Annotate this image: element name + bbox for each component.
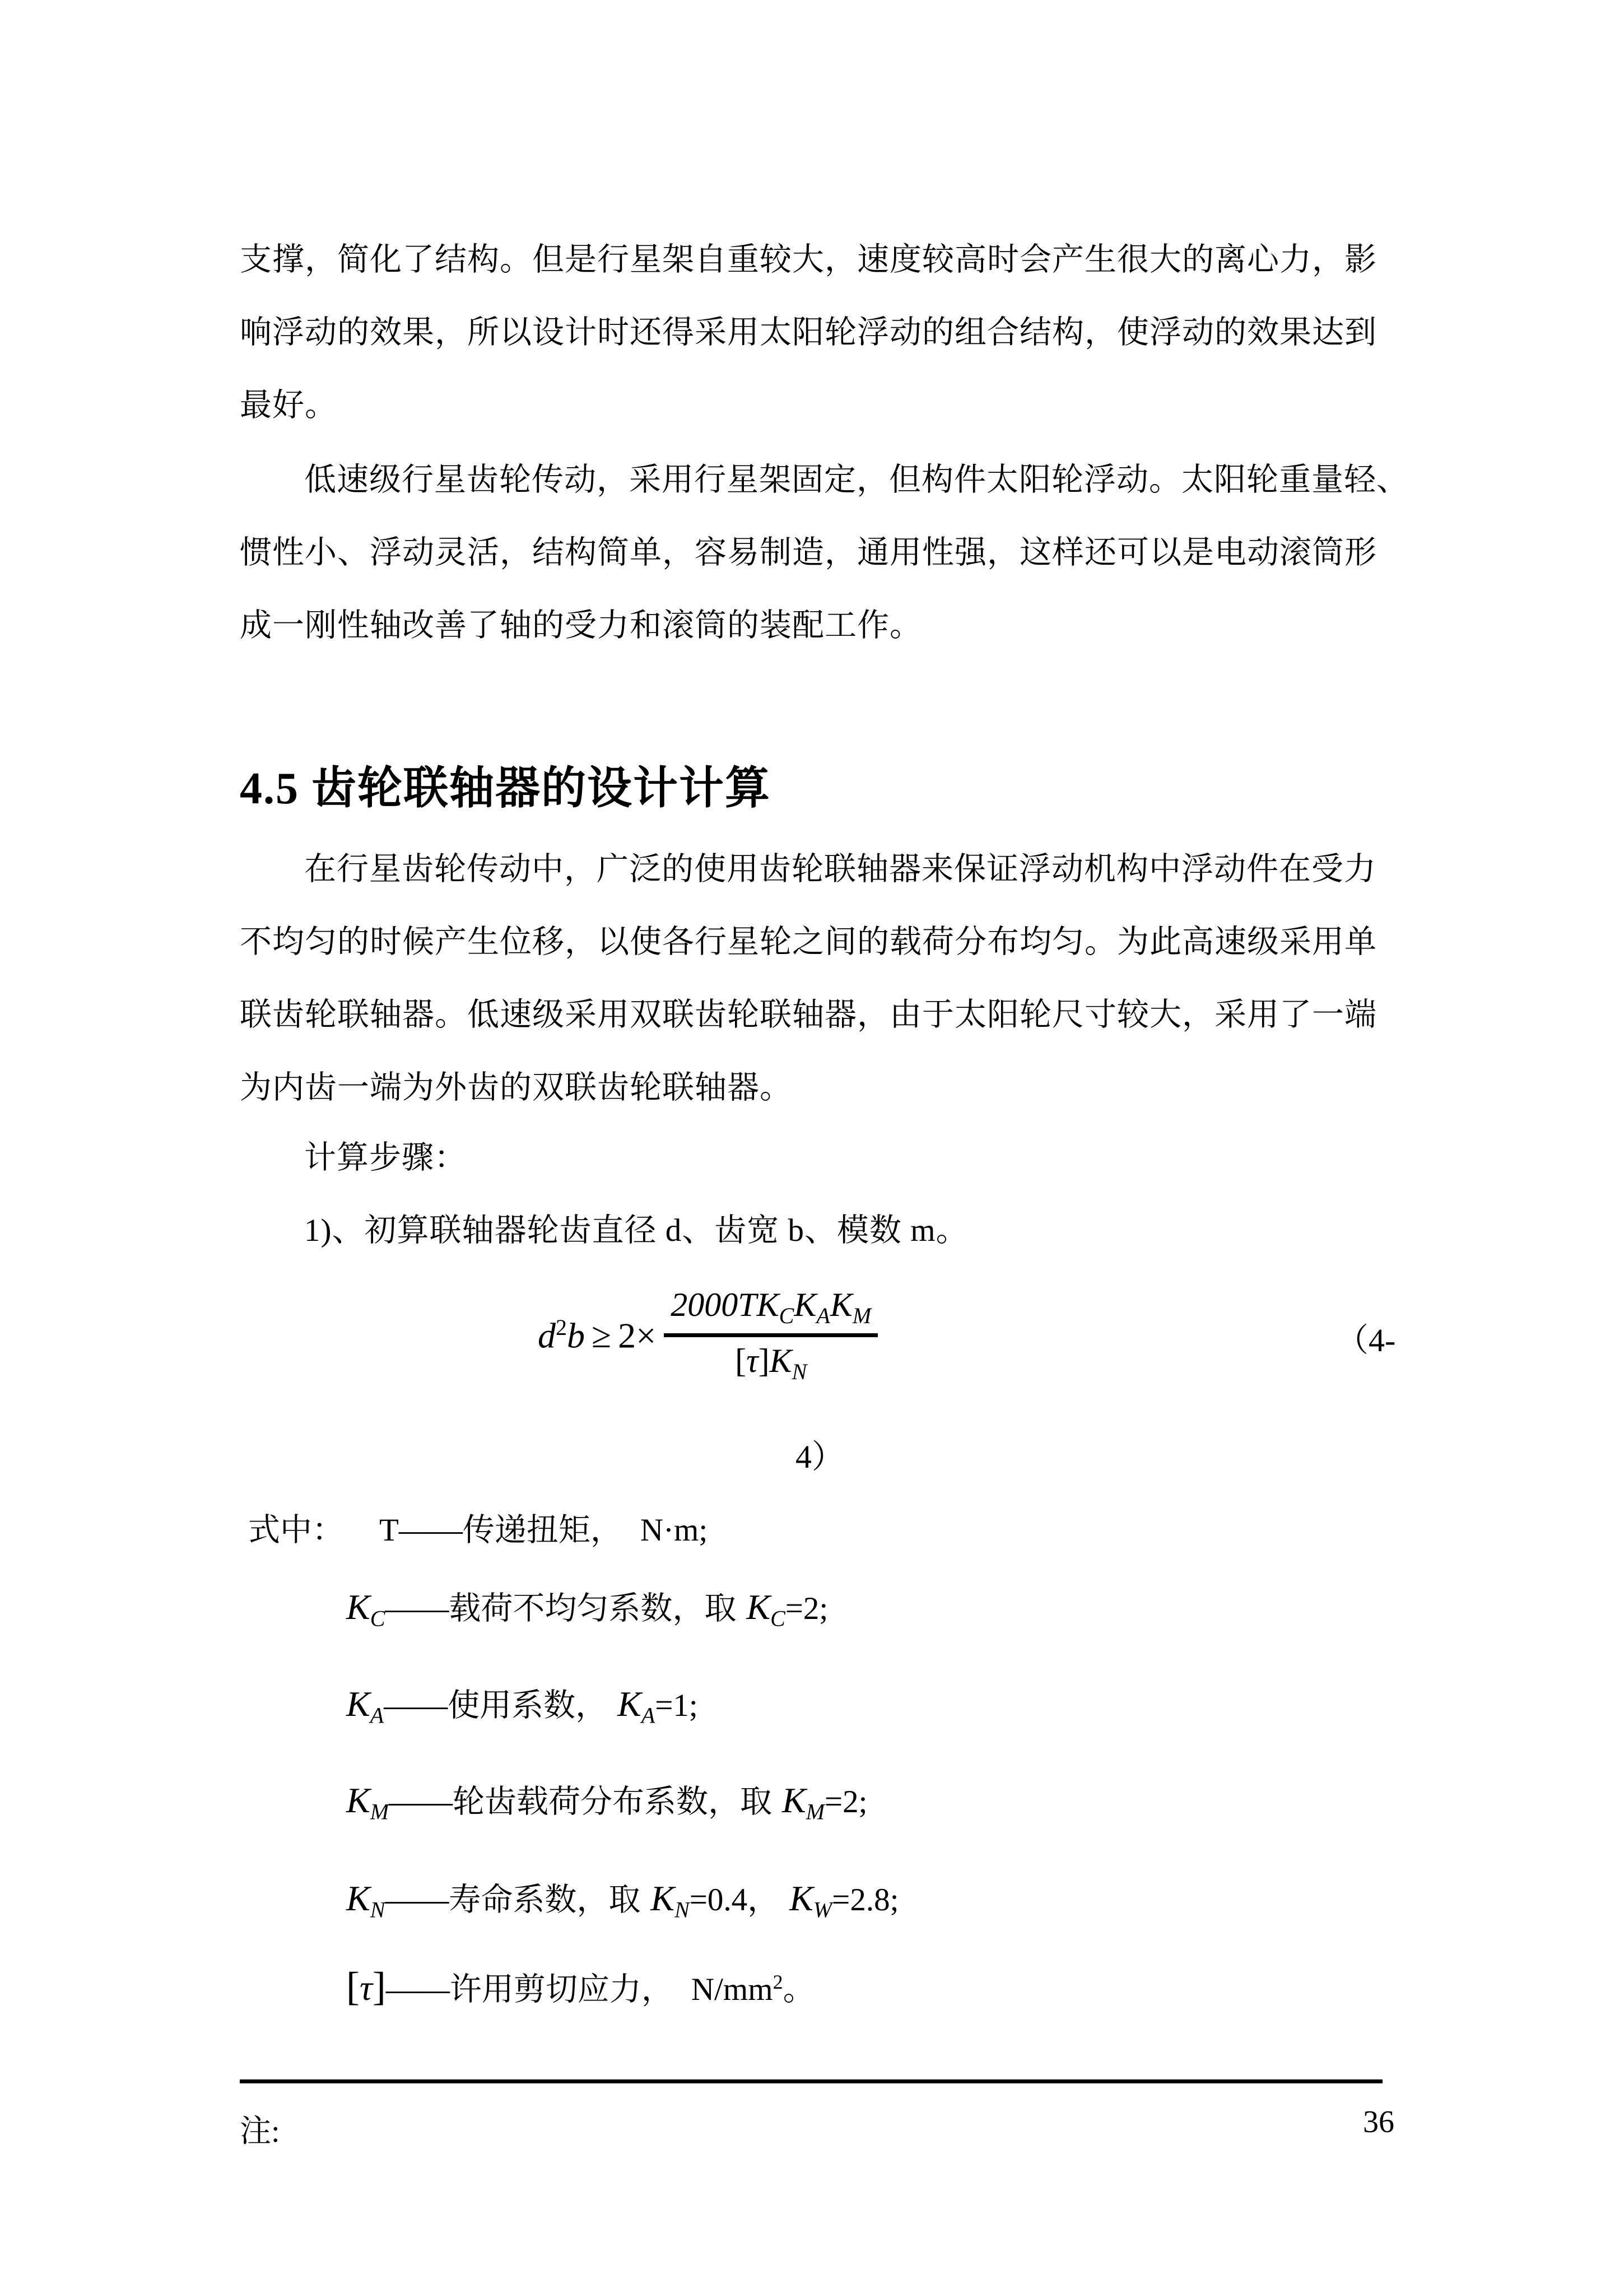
definition-row: $K_A——$使用系数， $K_A=1$; [346,1684,698,1728]
paragraph-line: 为内齿一端为外齿的双联齿轮联轴器。 [240,1070,792,1105]
equation-number-continued: 4） [795,1439,845,1475]
equation-lhs: $d^2b \ge 2\times$ [538,1314,657,1356]
paragraph-line: 在行星齿轮传动中，广泛的使用齿轮联轴器来保证浮动机构中浮动件在受力 [304,851,1376,887]
paragraph-line: 支撑，简化了结构。但是行星架自重较大，速度较高时会产生很大的离心力，影 [240,242,1377,277]
definition-row: $K_M——$轮齿载荷分布系数，取 $K_M=2$; [346,1780,868,1825]
definition-symbol: K [346,1684,370,1724]
paragraph-line: 不均匀的时候产生位移，以使各行星轮之间的载荷分布均匀。为此高速级采用单 [240,924,1377,960]
footer-divider [240,2079,1383,2083]
equation-numerator: $2000TK_CK_AK_M$ [664,1286,878,1337]
footer-note: 注: [240,2114,280,2149]
steps-label: 计算步骤： [304,1140,467,1175]
paragraph-line: 低速级行星齿轮传动，采用行星架固定，但构件太阳轮浮动。太阳轮重量轻、 [304,462,1409,497]
section-heading: 4.5 齿轮联轴器的设计计算 [240,764,771,813]
step-item: 1)、初算联轴器轮齿直径 d、齿宽 b、模数 m。 [304,1213,969,1248]
page-number: 36 [1363,2105,1394,2139]
definition-symbol: T [379,1513,399,1548]
definition-symbol: K [346,1587,370,1627]
equation-4-4 [538,1286,878,1385]
definition-description: ——许用剪切应力， [385,1972,673,2007]
definition-symbol: K [346,1878,370,1918]
equation-fraction [664,1286,878,1385]
definition-description: ——载荷不均匀系数，取 [385,1591,737,1626]
definition-row: [τ]——许用剪切应力， $N/mm^2$。 [346,1964,815,2009]
paragraph-line: 联齿轮联轴器。低速级采用双联齿轮联轴器，由于太阳轮尺寸较大，采用了一端 [240,997,1377,1032]
equation-denominator: $[\tau]K_N$ [735,1342,807,1384]
definition-symbol: τ [359,1968,373,2008]
paragraph-line: 成一刚性轴改善了轴的受力和滚筒的装配工作。 [240,608,922,643]
definition-row: T——传递扭矩， N·m; [379,1513,708,1548]
definition-row: $K_N——$寿命系数，取 $K_N=0.4$， $K_W=2.8$; [346,1878,899,1923]
definition-description: ——轮齿载荷分布系数，取 [389,1784,773,1820]
equation-number: （4- [1336,1322,1396,1358]
where-label: 式中： [248,1513,344,1548]
definition-symbol: K [346,1780,370,1820]
paragraph-line: 最好。 [240,388,337,423]
definition-description: ——寿命系数，取 [385,1882,641,1918]
definition-description: ——传递扭矩， [398,1513,622,1548]
definition-row: $K_C——$载荷不均匀系数，取 $K_C=2$; [346,1587,829,1631]
paragraph-line: 惯性小、浮动灵活，结构简单，容易制造，通用性强，这样还可以是电动滚筒形 [240,535,1377,570]
paragraph-line: 响浮动的效果，所以设计时还得采用太阳轮浮动的组合结构，使浮动的效果达到 [240,315,1377,350]
definition-description: ——使用系数， [384,1688,608,1723]
